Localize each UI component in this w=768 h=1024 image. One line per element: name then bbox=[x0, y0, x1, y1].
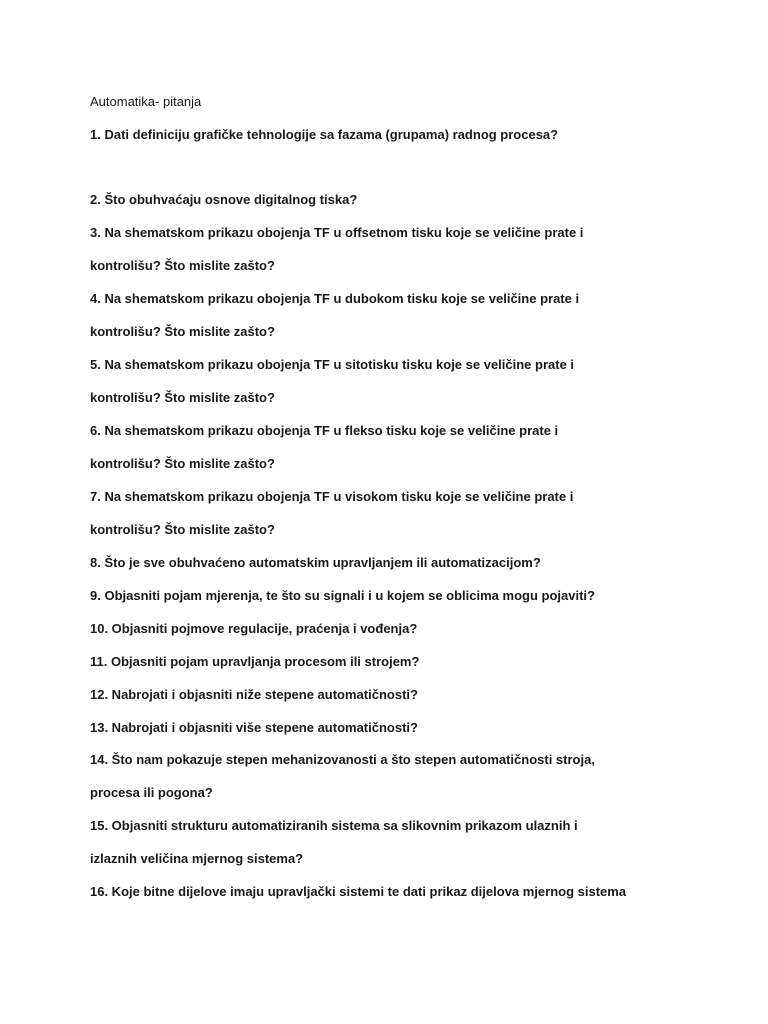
question-5: 5. Na shematskom prikazu obojenja TF u sitotisku tisku koje se veličine prate i bbox=[90, 357, 575, 372]
question-14: 14. Što nam pokazuje stepen mehanizovanosti a što stepen automatičnosti stroja, bbox=[90, 752, 595, 767]
question-6: 6. Na shematskom prikazu obojenja TF u flekso tisku koje se veličine prate i bbox=[90, 423, 559, 438]
question-1: 1. Dati definiciju grafičke tehnologije sa fazama (grupama) radnog procesa? bbox=[90, 127, 559, 142]
question-4-continued: kontrolišu? Što mislite zašto? bbox=[90, 324, 275, 339]
question-6-continued: kontrolišu? Što mislite zašto? bbox=[90, 456, 275, 471]
question-11: 11. Objasniti pojam upravljanja procesom ili strojem? bbox=[90, 654, 420, 669]
question-15: 15. Objasniti strukturu automatiziranih sistema sa slikovnim prikazom ulaznih i bbox=[90, 818, 578, 833]
question-10: 10. Objasniti pojmove regulacije, praćenja i vođenja? bbox=[90, 621, 418, 636]
question-8: 8. Što je sve obuhvaćeno automatskim upravljanjem ili automatizacijom? bbox=[90, 555, 541, 570]
question-9: 9. Objasniti pojam mjerenja, te što su signali i u kojem se oblicima mogu pojaviti? bbox=[90, 588, 595, 603]
question-14-continued: procesa ili pogona? bbox=[90, 785, 213, 800]
question-13: 13. Nabrojati i objasniti više stepene automatičnosti? bbox=[90, 720, 418, 735]
question-5-continued: kontrolišu? Što mislite zašto? bbox=[90, 390, 275, 405]
question-15-continued: izlaznih veličina mjernog sistema? bbox=[90, 851, 304, 866]
question-12: 12. Nabrojati i objasniti niže stepene automatičnosti? bbox=[90, 687, 418, 702]
document-title: Automatika- pitanja bbox=[90, 94, 202, 109]
question-16: 16. Koje bitne dijelove imaju upravljački sistemi te dati prikaz dijelova mjernog sistema bbox=[90, 884, 627, 899]
question-2: 2. Što obuhvaćaju osnove digitalnog tiska? bbox=[90, 192, 358, 207]
question-7: 7. Na shematskom prikazu obojenja TF u visokom tisku koje se veličine prate i bbox=[90, 489, 574, 504]
question-4: 4. Na shematskom prikazu obojenja TF u dubokom tisku koje se veličine prate i bbox=[90, 291, 580, 306]
question-3-continued: kontrolišu? Što mislite zašto? bbox=[90, 258, 275, 273]
question-3: 3. Na shematskom prikazu obojenja TF u offsetnom tisku koje se veličine prate i bbox=[90, 225, 584, 240]
question-7-continued: kontrolišu? Što mislite zašto? bbox=[90, 522, 275, 537]
